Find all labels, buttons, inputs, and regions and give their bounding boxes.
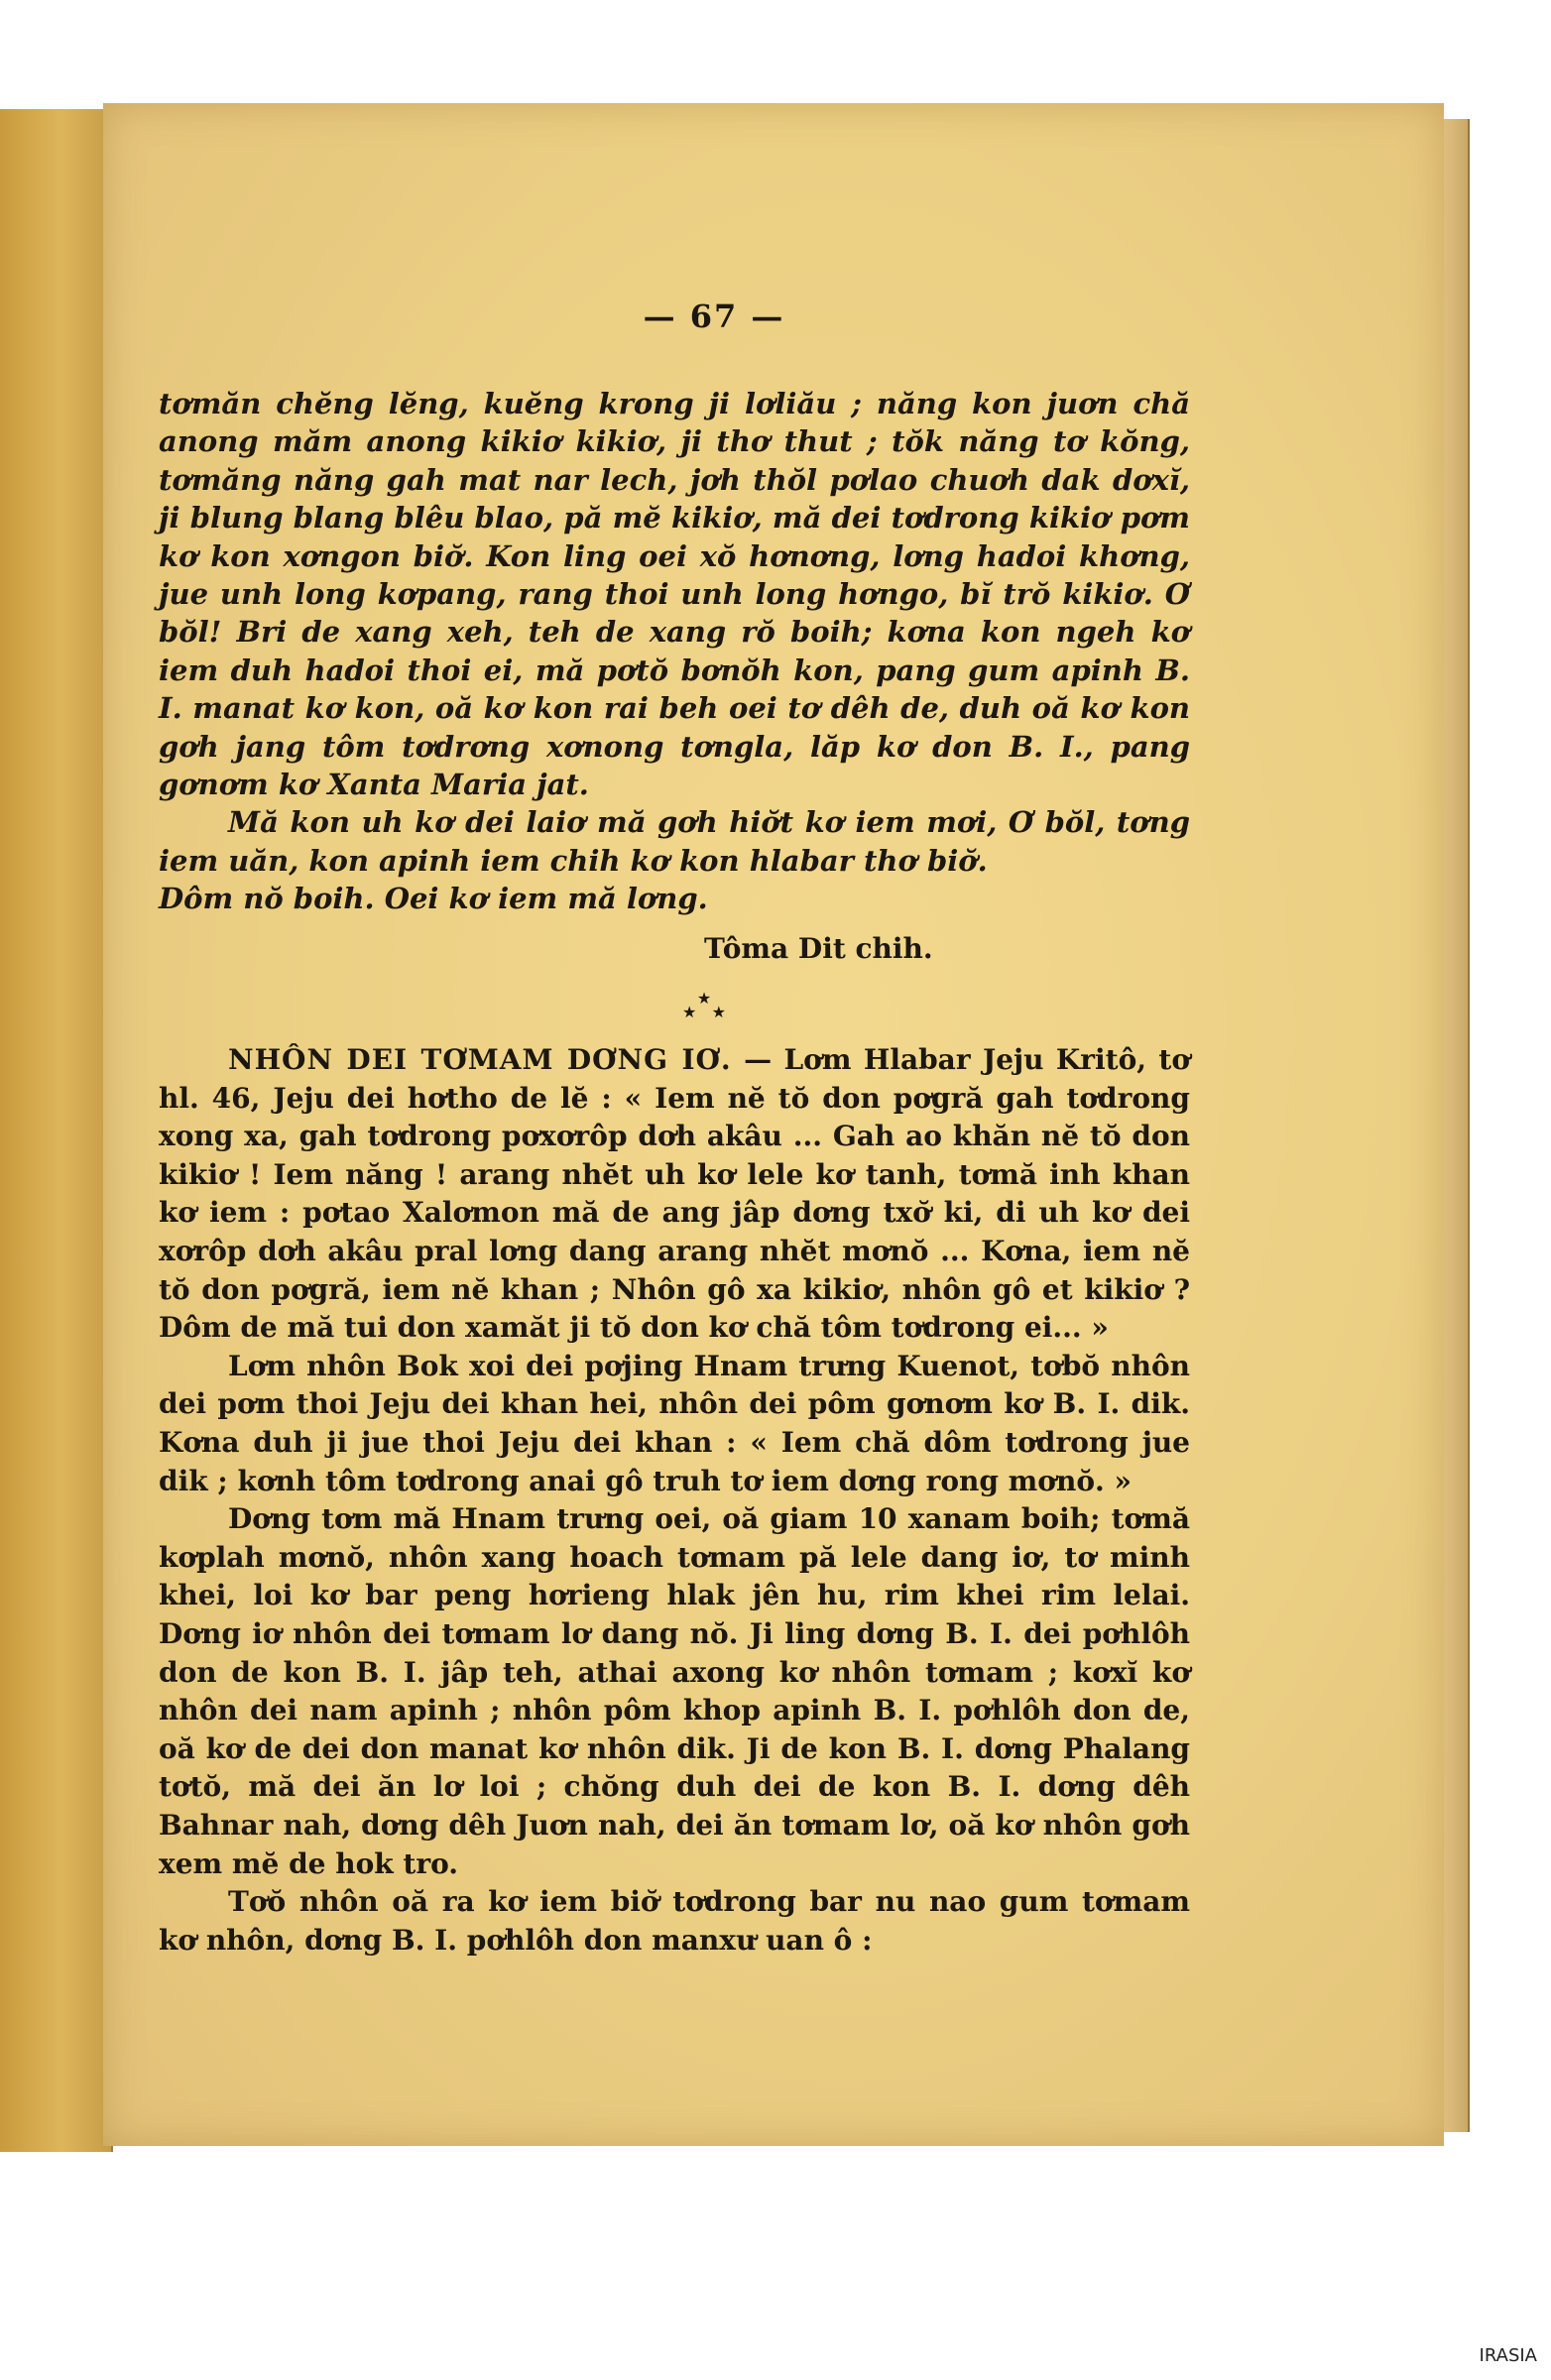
article-paragraph-1	[159, 1041, 1190, 1348]
letter-paragraph: tơmăn chĕng lĕng, kuĕng krong ji lơliău ; năng kon juơn chă anong măm anong kikiơ kikiơ, ji thơ thut ; tŏk năng tơ kŏng, tơmăng năng gah mat nar lech, jơh thŏl pơlao chuơh dak dơxĭ, ji blung blang blêu blao, pă mĕ kikiơ, mă dei tơdrong kikiơ pơm kơ kon xơngon biơ̆. Kon ling oei xŏ hơnơng, lơng hadoi khơng, jue unh long kơpang, rang thoi unh long hơngo, bĭ trŏ kikiơ. Ơ bŏl! Bri de xang xeh, teh de xang rŏ boih; kơna kon ngeh kơ iem duh hadoi thoi ei, mă pơtŏ bơnŏh kon, pang gum apinh B. I. manat kơ kon, oă kơ kon rai beh oei tơ dêh de, duh oă kơ kon gơh jang tôm tơdrơng xơnong tơngla, lăp kơ don B. I., pang gơnơm kơ Xanta Maria jat.	[159, 387, 1190, 802]
closing-line: Dôm nŏ boih. Oei kơ iem mă lơng.	[159, 882, 708, 916]
article-paragraph-2: Lơm nhôn Bok xoi dei pơjing Hnam trưng Kuenot, tơbŏ nhôn dei pơm thoi Jeju dei khan hei, nhôn dei pôm gơnơm kơ B. I. dik. Kơna duh ji jue thoi Jeju dei khan : « Iem chă dôm tơdrong jue dik ; kơnh tôm tơdrong anai gô truh tơ iem dơng rong mơnŏ. »	[159, 1349, 1190, 1497]
letter-section	[159, 385, 1190, 968]
article-paragraph-4: Tơŏ nhôn oă ra kơ iem biơ̆ tơdrong bar nu nao gum tơmam kơ nhôn, dơng B. I. pơhlôh don manxư uan ô :	[159, 1885, 1190, 1957]
article-paragraph-3: Dơng tơm mă Hnam trưng oei, oă giam 10 xanam boih; tơmă kơplah mơnŏ, nhôn xang hoach tơmam pă lele dang iơ, tơ minh khei, loi kơ bar peng hơrieng hlak jên hu, rim khei rim lelai. Dơng iơ nhôn dei tơmam lơ dang nŏ. Ji ling dơng B. I. dei pơhlôh don de kon B. I. jâp teh, athai axong kơ nhôn tơmam ; kơxĭ kơ nhôn dei nam apinh ; nhôn pôm khop apinh B. I. pơhlôh don de, oă kơ de dei don manat kơ nhôn dik. Ji de kon B. I. dơng Phalang tơtŏ, mă dei ăn lơ loi ; chŏng duh dei de kon B. I. dơng dêh Bahnar nah, dơng dêh Juơn nah, dei ăn tơmam lơ, oă kơ nhôn gơh xem mĕ de hok tro.	[159, 1502, 1190, 1880]
watermark: IRASIA	[1479, 2345, 1537, 2366]
left-page-edge	[0, 109, 113, 2152]
page-text	[159, 298, 1200, 1960]
article-paragraph-1-text: — Lơm Hlabar Jeju Kritô, tơ hl. 46, Jeju dei hơtho de lĕ : « Iem nĕ tŏ don pơgră gah tơdrong xong xa, gah tơdrong pơxơrôp dơh akâu ... Gah ao khăn nĕ tŏ don kikiơ ! Iem năng ! arang nhĕt uh kơ lele kơ tanh, tơmă inh khan kơ iem : pơtao Xalơmon mă de ang jâp dơng txơ̆ ki, di uh kơ dei xơrôp dơh akâu pral lơng dang arang nhĕt mơnŏ ... Kơna, iem nĕ tŏ don pơgră, iem nĕ khan ; Nhôn gô xa kikiơ, nhôn gô et kikiơ ? Dôm de mă tui don xamăt ji tŏ don kơ chă tôm tơdrong ei... »	[159, 1043, 1190, 1345]
article-section	[159, 1041, 1190, 1960]
page-number: — 67 —	[643, 298, 785, 335]
section-heading: NHÔN DEI TƠMAM DƠNG IƠ.	[228, 1043, 732, 1077]
letter-paragraph-2: Mă kon uh kơ dei laiơ mă gơh hiơ̆t kơ iem mơi, Ơ bŏl, tơng iem uăn, kon apinh iem chih kơ kon hlabar thơ biơ̆.	[159, 805, 1190, 878]
section-separator: ★ ★ ★	[682, 989, 726, 1022]
signature: Tôma Dit chih.	[704, 931, 933, 965]
